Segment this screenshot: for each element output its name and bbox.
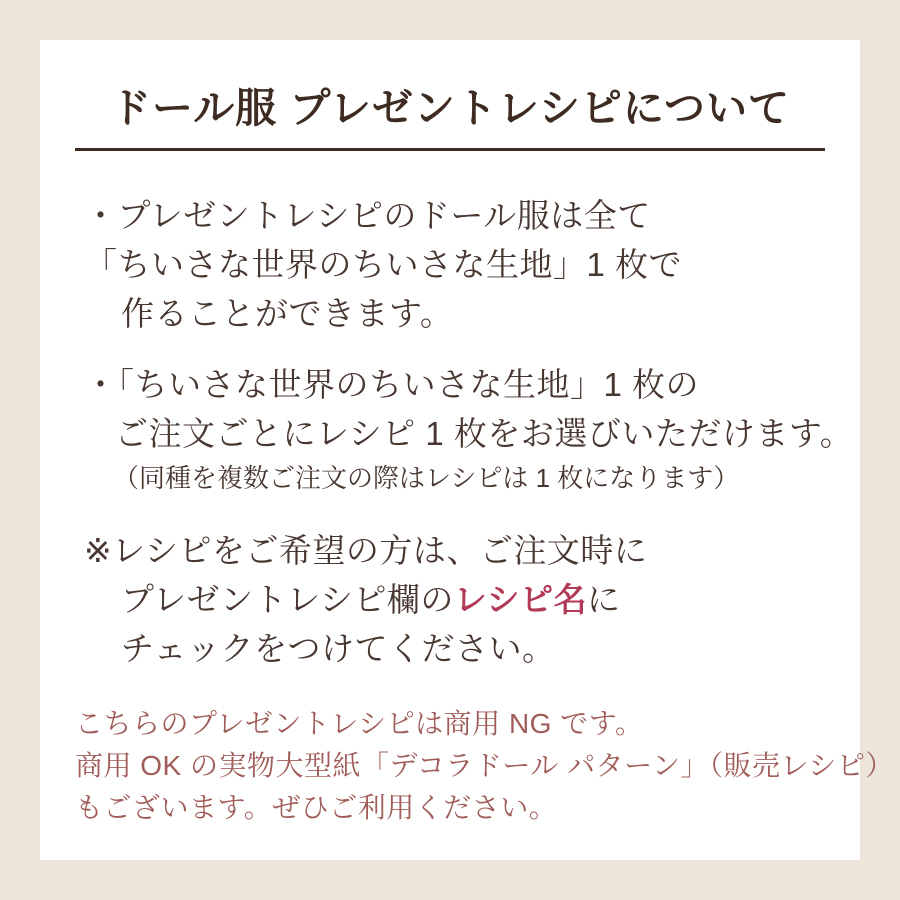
bullet-1-line-1: ・プレゼントレシピのドール服は全て bbox=[84, 197, 651, 235]
info-card bbox=[40, 40, 894, 860]
notice bbox=[75, 526, 825, 673]
bullet-1 bbox=[75, 191, 825, 338]
notice-line-2-prefix: プレゼントレシピ欄の bbox=[121, 581, 454, 619]
title-underline bbox=[75, 148, 825, 151]
notice-line-2 bbox=[75, 575, 825, 624]
bullet-1-line-2: 「ちいさな世界のちいさな生地」1 枚で bbox=[84, 246, 683, 284]
notice-line-3: チェックをつけてください。 bbox=[121, 630, 556, 668]
commercial-use-line-1: こちらのプレゼントレシピは商用 NG です。 bbox=[75, 708, 644, 740]
bullet-2-small-note: （同種を複数ご注文の際はレシピは 1 枚になります） bbox=[113, 463, 740, 494]
page-title: ドール服 プレゼントレシピについて bbox=[109, 85, 791, 131]
bullet-2-line-1: ・「ちいさな世界のちいさな生地」1 枚の bbox=[84, 366, 700, 404]
notice-line-2-suffix: に bbox=[587, 581, 621, 619]
bullet-2-line-2: ご注文ごとにレシピ 1 枚をお選びいただけます。 bbox=[115, 415, 854, 453]
bullet-1-line-3: 作ることができます。 bbox=[121, 295, 454, 333]
notice-line-1: ※レシピをご希望の方は、ご注文時に bbox=[84, 532, 648, 570]
commercial-use-line-2: 商用 OK の実物大型紙「デコラドール パターン」（販売レシピ） bbox=[75, 750, 894, 782]
commercial-use-note bbox=[75, 703, 894, 829]
commercial-use-line-3: もございます。ぜひご利用ください。 bbox=[75, 792, 558, 824]
recipe-name-highlight: レシピ名 bbox=[453, 581, 588, 619]
bullet-2 bbox=[75, 360, 854, 498]
